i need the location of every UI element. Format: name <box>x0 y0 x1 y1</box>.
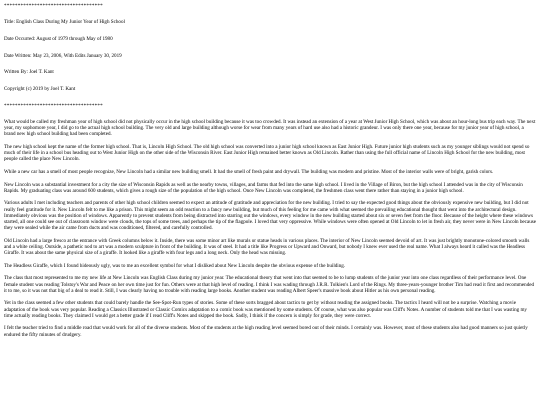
document-title: Title: English Class During My Junior Year of High School <box>4 19 125 26</box>
copyright: Copyright (c) 2019 by Joel T. Kant <box>4 86 76 93</box>
paragraph: The Headless Giraffe, which I found hideously ugly, was to me an excellent symbol for what I disliked about New Lincoln despite the obvious expense of the building. <box>4 262 346 269</box>
author: Written By: Joel T. Kant <box>4 69 54 76</box>
header-rule-bottom: ************************************ <box>4 102 103 109</box>
paragraph: The new high school kept the name of the former high school. That is, Lincoln High School. The old high school was converted into a junior high school known as East Junior High. Future junior high students such as my younger siblings would not spend so much of their life in a school bus heading out to West Junior High on the other side of the Wisconsin River. East Junior High remained better known as Old Lincoln. Rather than using the full official name of Lincoln High School for the new building, most people called the place New Lincoln. <box>4 143 530 163</box>
header-rule-top: ************************************ <box>4 3 103 9</box>
paragraph: Old Lincoln had a large fresco at the entrance with Greek columns below it. Inside, there was some minor art like murals or statue heads in various places. The interior of New Lincoln seemed devoid of art. It was just brightly monotone-colored smooth walls and a white ceiling. Outside, a pathetic nod to art was a modern sculpture in front of the building. It was of steel. It had a title like Progress or Upward and Onward, but nobody I knew ever used the real name. What I always heard it called was the Headless Giraffe. It was about the same physical size of a giraffe. It looked like a giraffe with four legs and a long neck. Only the head was missing. <box>4 237 530 257</box>
paragraph: New Lincoln was a substantial investment for a city the size of Wisconsin Rapids as well as the nearby towns, villages, and farms that fed into the same high school. I lived in the Village of Biron, but the high school I attended was in the city of Wisconsin Rapids. My graduating class was around 600 students, which gives a rough size of the population of the high school. Once New Lincoln was completed, the freshmen class went there rather than staying in a junior high school. <box>4 181 523 194</box>
paragraph: Various adults I met including teachers and parents of other high school children seemed to expect an attitude of gratitude and appreciation for the new building. I tried to say the expected good things about the obviously expensive new building, but I did not really feel gratitude for it. New Lincoln felt to me like a prison. This might seem an odd reaction to a fancy new building, but much of this feeling for me came with what seemed the prevailing educational thought that went into the architectural design. Immediately obvious was the position of windows. Apparently to prevent students from being distracted into starring out the windows, every window in the new building started about six or seven feet from the floor. Because of the height where these windows started, all one could see out of classroom window were clouds, the tops of some trees, and perhaps the tip of the flagpole. I loved that very oppressive. While windows were often opened at Old Lincoln to let in fresh air, they never were in New Lincoln because they were sealed while the air came from ducts and was conditioned, filtered, and carefully controlled. <box>4 200 536 232</box>
paragraph: Yet in the class seemed a few other students that could barely handle the See-Spot-Run types of stories. Some of these sorts bragged about tactics to get by without reading the assigned books. The tactics I heard will not be a surprise. Watching a movie adaptation of the book was very popular. Reading a Classics Illustrated or Classic Comics adaptation to a comic book was mentioned by some students. Of course, what was also popular was Cliff's Notes. A number of students told me that I was wasting my time actually reading books. They claimed I would get a better grade if I read Cliff's Notes and skipped the book. Sadly, I think if the concern is simply for grade, they were correct. <box>4 300 527 319</box>
paragraph: What would be called my freshman year of high school did not physically occur in the high school building because it was too crowded. It was instead an extension of a year at West Junior High School, which was about an hour-long bus trip each way. The next year, my sophomore year, I did go to the actual high school building. The very old and large building although worse for wear from many years of hard use also had a historic grandeur. I was only there one year, because for my junior year of high school, a brand new high school building had been completed. <box>4 118 536 138</box>
date-written: Date Written: May 23, 2006, With Edits January 30, 2019 <box>4 52 122 59</box>
date-occurred: Date Occurred: August of 1979 through May of 1980 <box>4 35 113 42</box>
paragraph: While a new car has a smell of most people recognize, New Lincoln had a similar new building smell. It had the smell of fresh paint and drywall. The building was modern and pristine. Most of the interior walls were of bright, garish colors. <box>4 168 494 175</box>
paragraph: I felt the teacher tried to find a middle road that would work for all of the diverse students. Most of the students at the high reading level seemed bored out of their minds. I certainly was. However, most of these students also had good manners so just quietly endured the fifty minutes of drudgery. <box>4 325 528 338</box>
paragraph: The class that most represented to me my new life at New Lincoln was English Class during my junior year. The educational theory that went into that seemed to be to lump students of the junior year into one class regardless of their performance level. One female student was reading Tolstoy's War and Peace on her own time just for fun. Others were at that high level of reading. I think I was wading through J.R.R. Tolkien's Lord of the Rings. My three-years-younger brother Tim had read it first and recommended it to me, so it was not that big of a deal to read it. Still, I was clearly having no trouble with reading large books. Another student was reading Albert Speer's massive book about Hitler as his own personal reading. <box>4 275 535 294</box>
